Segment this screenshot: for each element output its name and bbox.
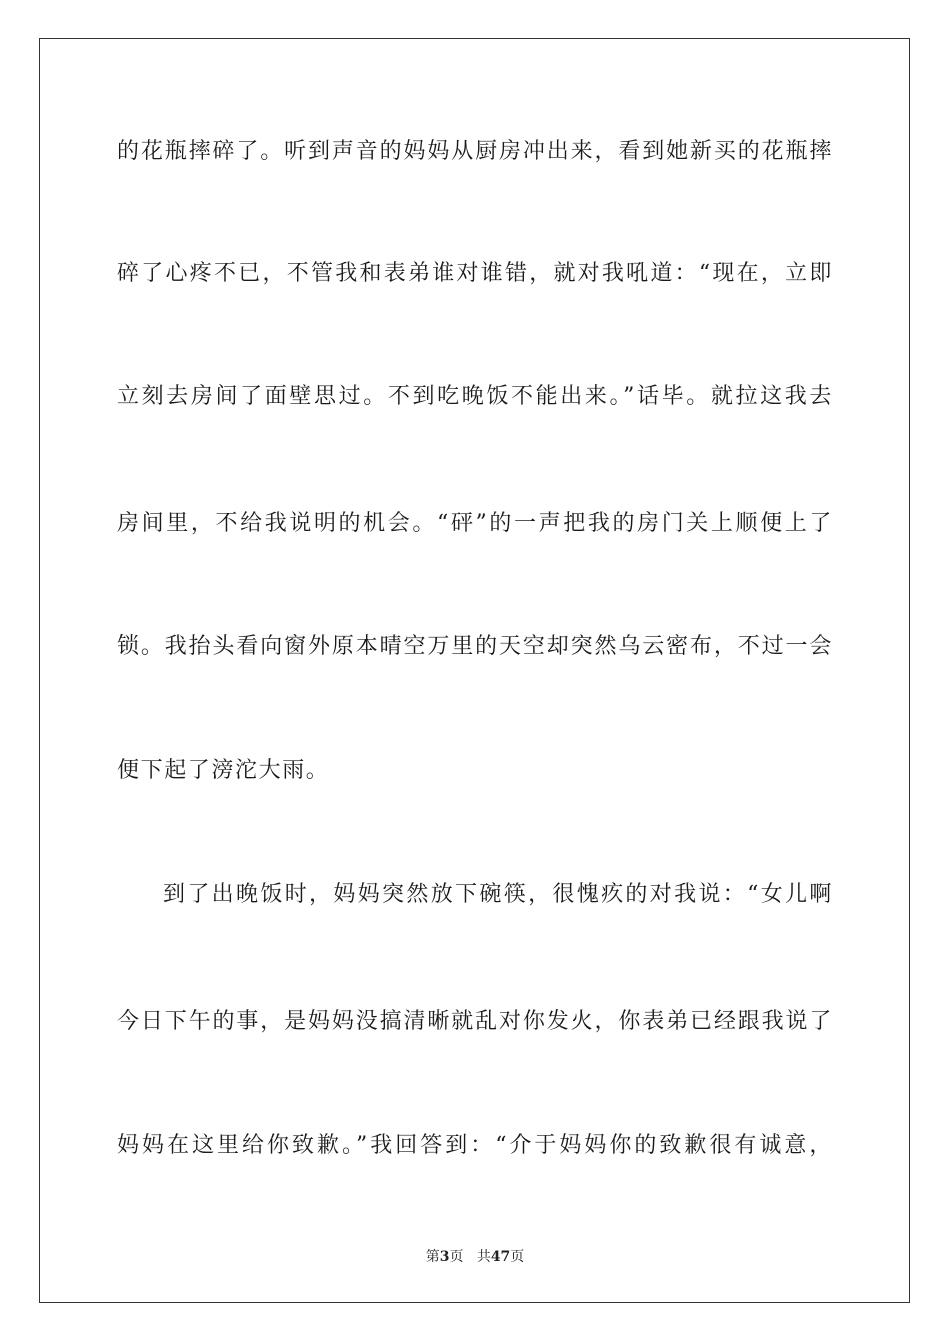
- page-suffix: 页: [449, 1249, 464, 1265]
- total-prefix: 共: [476, 1249, 491, 1265]
- total-pages: 47: [490, 1249, 511, 1265]
- page-footer: [0, 1248, 950, 1266]
- page-prefix: 第: [425, 1249, 440, 1265]
- text-line: 便下起了滂沱大雨。: [117, 758, 330, 783]
- page-number: 3: [439, 1249, 450, 1265]
- text-line: 立刻去房间了面壁思过。不到吃晚饭不能出来。”话毕。就拉这我去: [117, 384, 833, 409]
- text-line: 今日下午的事，是妈妈没搞清晰就乱对你发火，你表弟已经跟我说了: [117, 1009, 833, 1034]
- text-line: 的花瓶摔碎了。听到声音的妈妈从厨房冲出来，看到她新买的花瓶摔: [117, 139, 833, 164]
- text-line: 锁。我抬头看向窗外原本晴空万里的天空却突然乌云密布，不过一会: [117, 634, 833, 659]
- page-border: [39, 38, 910, 1303]
- total-suffix: 页: [510, 1249, 525, 1265]
- text-line: 房间里，不给我说明的机会。“砰”的一声把我的房门关上顺便上了: [117, 511, 833, 536]
- text-line: 妈妈在这里给你致歉。”我回答到：“介于妈妈你的致歉很有诚意，: [117, 1133, 833, 1158]
- text-line: 碎了心疼不已，不管我和表弟谁对谁错，就对我吼道：“现在，立即: [117, 261, 833, 286]
- text-line: 到了出晚饭时，妈妈突然放下碗筷，很愧疚的对我说：“女儿啊: [163, 882, 833, 907]
